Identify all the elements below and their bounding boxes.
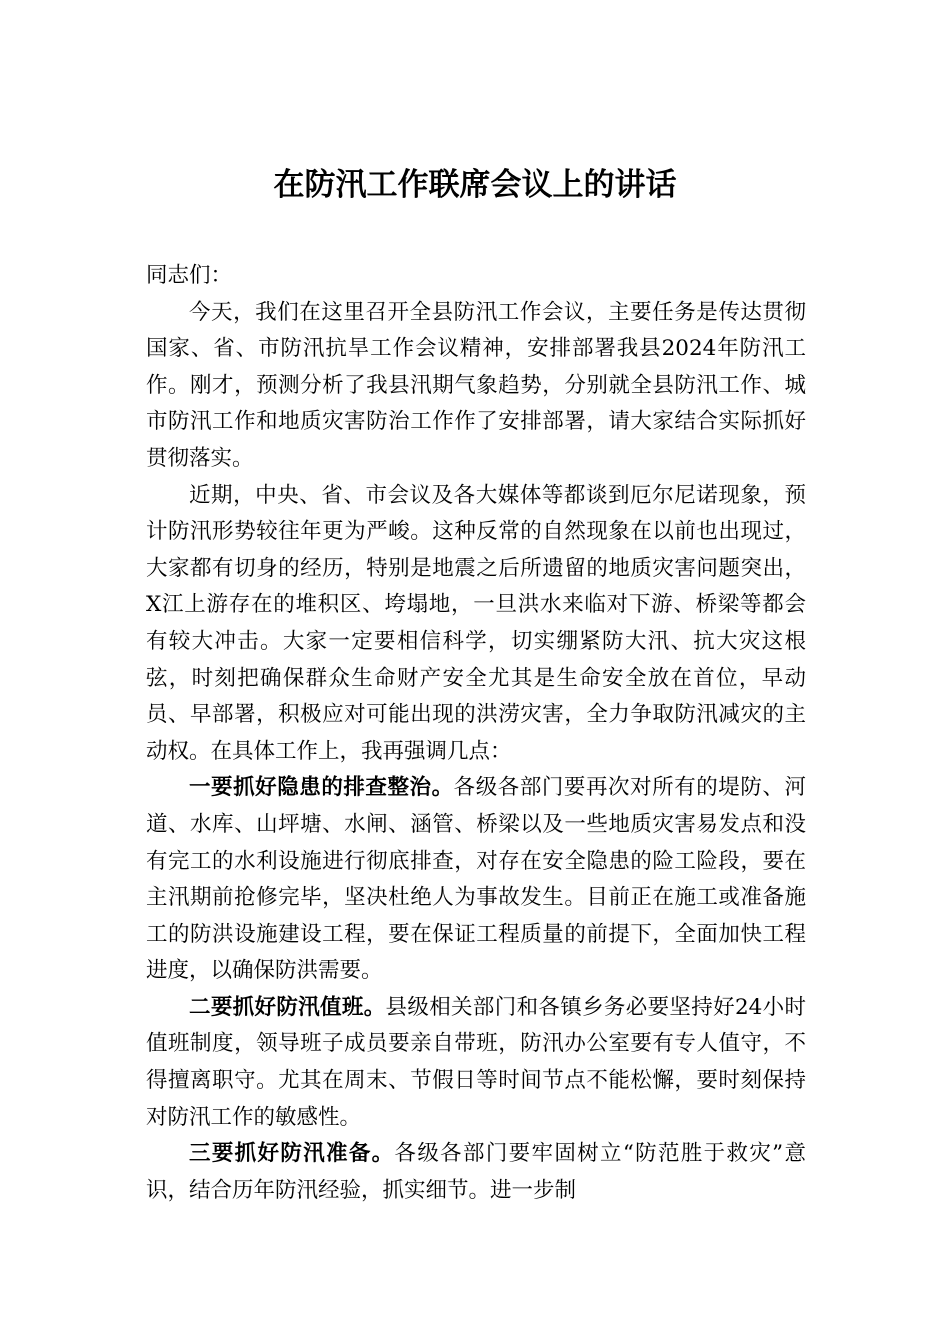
paragraph-text: 各级各部门要牢固树立“防范胜于救灾”意识，结合历年防汛经验，抓实细节。进一步制: [146, 1141, 806, 1203]
paragraph-text: 今天，我们在这里召开全县防汛工作会议，主要任务是传达贯彻国家、省、市防汛抗旱工作会议精神，安排部署我县2024年防汛工作。刚才，预测分析了我县汛期气象趋势，分别就全县防汛工作、城市防汛工作和地质灾害防治工作作了安排部署，请大家结合实际抓好贯彻落实。: [146, 299, 806, 471]
paragraph-text: 县级相关部门和各镇乡务必要坚持好24小时值班制度，领导班子成员要亲自带班，防汛办公室要有专人值守，不得擅离职守。尤其在周末、节假日等时间节点不能松懈，要时刻保持对防汛工作的敏感性。: [146, 994, 806, 1130]
paragraph-lead: 一要抓好隐患的排查整治。: [189, 775, 454, 801]
paragraph-1: [146, 295, 806, 478]
document-body: [146, 258, 806, 1209]
paragraph-text: 各级各部门要再次对所有的堤防、河道、水库、山坪塘、水闸、涵管、桥梁以及一些地质灾害易发点和没有完工的水利设施进行彻底排查，对存在安全隐患的险工险段，要在主汛期前抢修完毕，坚决杜绝人为事故发生。目前正在施工或准备施工的防洪设施建设工程，要在保证工程质量的前提下，全面加快工程进度，以确保防洪需要。: [146, 775, 806, 984]
paragraph-2: [146, 478, 806, 771]
paragraph-5: [146, 1136, 806, 1209]
paragraph-4: [146, 990, 806, 1136]
paragraph-lead: 三要抓好防汛准备。: [189, 1141, 395, 1167]
paragraph-text: 近期，中央、省、市会议及各大媒体等都谈到厄尔尼诺现象，预计防汛形势较往年更为严峻。这种反常的自然现象在以前也出现过，大家都有切身的经历，特别是地震之后所遗留的地质灾害问题突出，X江上游存在的堆积区、垮塌地，一旦洪水来临对下游、桥梁等都会有较大冲击。大家一定要相信科学，切实绷紧防大汛、抗大灾这根弦，时刻把确保群众生命财产安全尤其是生命安全放在首位，早动员、早部署，积极应对可能出现的洪涝灾害，全力争取防汛减灾的主动权。在具体工作上，我再强调几点：: [146, 482, 806, 764]
paragraph-3: [146, 770, 806, 990]
paragraph-lead: 二要抓好防汛值班。: [189, 994, 386, 1020]
document-title: 在防汛工作联席会议上的讲话: [273, 167, 677, 203]
salutation: 同志们：: [146, 263, 233, 288]
